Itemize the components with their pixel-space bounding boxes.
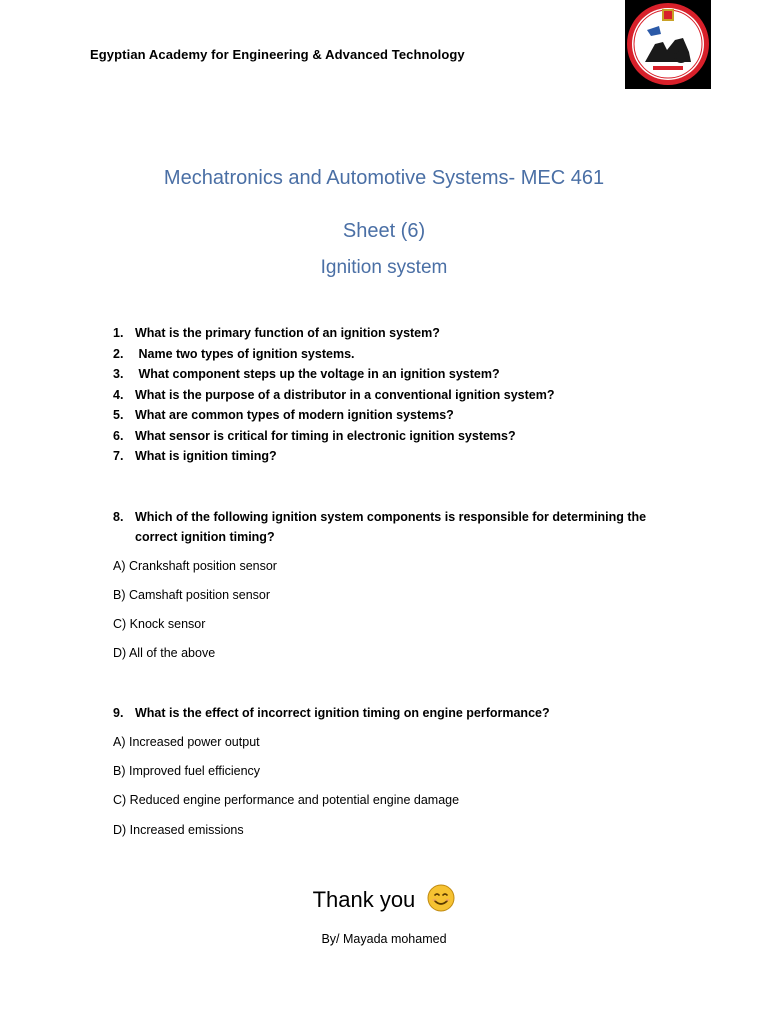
thank-you-text: Thank you [312, 886, 416, 912]
question-text: What is the purpose of a distributor in a conventional ignition system? [135, 387, 555, 402]
question-text: What sensor is critical for timing in electronic ignition systems? [135, 428, 516, 443]
question-number: 5. [113, 408, 124, 422]
option-a: A) Crankshaft position sensor [113, 559, 277, 573]
question-text: What is ignition timing? [135, 449, 277, 463]
question-number: 8. [113, 510, 124, 524]
list-item [113, 446, 554, 467]
question-text: Which of the following ignition system components is responsible for determining the correct ignition timing? [135, 510, 647, 544]
list-item [113, 405, 554, 426]
question-text: What is the primary function of an ignition system? [135, 326, 440, 340]
question-number: 3. [113, 367, 124, 381]
question-text: What is the effect of incorrect ignition timing on engine performance? [135, 706, 550, 720]
question-number: 7. [113, 449, 124, 463]
question-number: 4. [113, 387, 124, 402]
question-number: 9. [113, 706, 124, 720]
option-d: D) All of the above [113, 646, 216, 660]
sheet-topic: Ignition system [320, 257, 448, 278]
course-title: Mechatronics and Automotive Systems- MEC 461 [163, 167, 605, 189]
option-d: D) Increased emissions [113, 823, 244, 837]
option-c: C) Reduced engine performance and potential engine damage [113, 793, 460, 807]
option-b: B) Improved fuel efficiency [113, 764, 261, 778]
question-text: What component steps up the voltage in an ignition system? [135, 367, 500, 381]
mcq-question-9 [113, 703, 680, 723]
question-number: 2. [113, 346, 124, 361]
list-item [113, 364, 554, 385]
author-credit: By/ Mayada mohamed [321, 932, 447, 946]
list-item [113, 323, 554, 344]
list-item [113, 385, 554, 406]
question-list [113, 323, 554, 467]
list-item [113, 426, 554, 447]
question-text: Name two types of ignition systems. [135, 346, 355, 361]
question-number: 1. [113, 326, 124, 340]
sheet-number: Sheet (6) [342, 220, 426, 242]
mcq-question-8 [113, 507, 680, 547]
institution-name: Egyptian Academy for Engineering & Advanced Technology [90, 47, 465, 62]
thank-you-line [0, 884, 768, 918]
list-item [113, 344, 554, 365]
option-a: A) Increased power output [113, 735, 260, 749]
smiling-face-icon [427, 884, 455, 918]
academy-seal-logo [625, 0, 711, 89]
question-number: 6. [113, 428, 124, 443]
question-text: What are common types of modern ignition systems? [135, 408, 454, 422]
option-c: C) Knock sensor [113, 617, 206, 631]
option-b: B) Camshaft position sensor [113, 588, 271, 602]
